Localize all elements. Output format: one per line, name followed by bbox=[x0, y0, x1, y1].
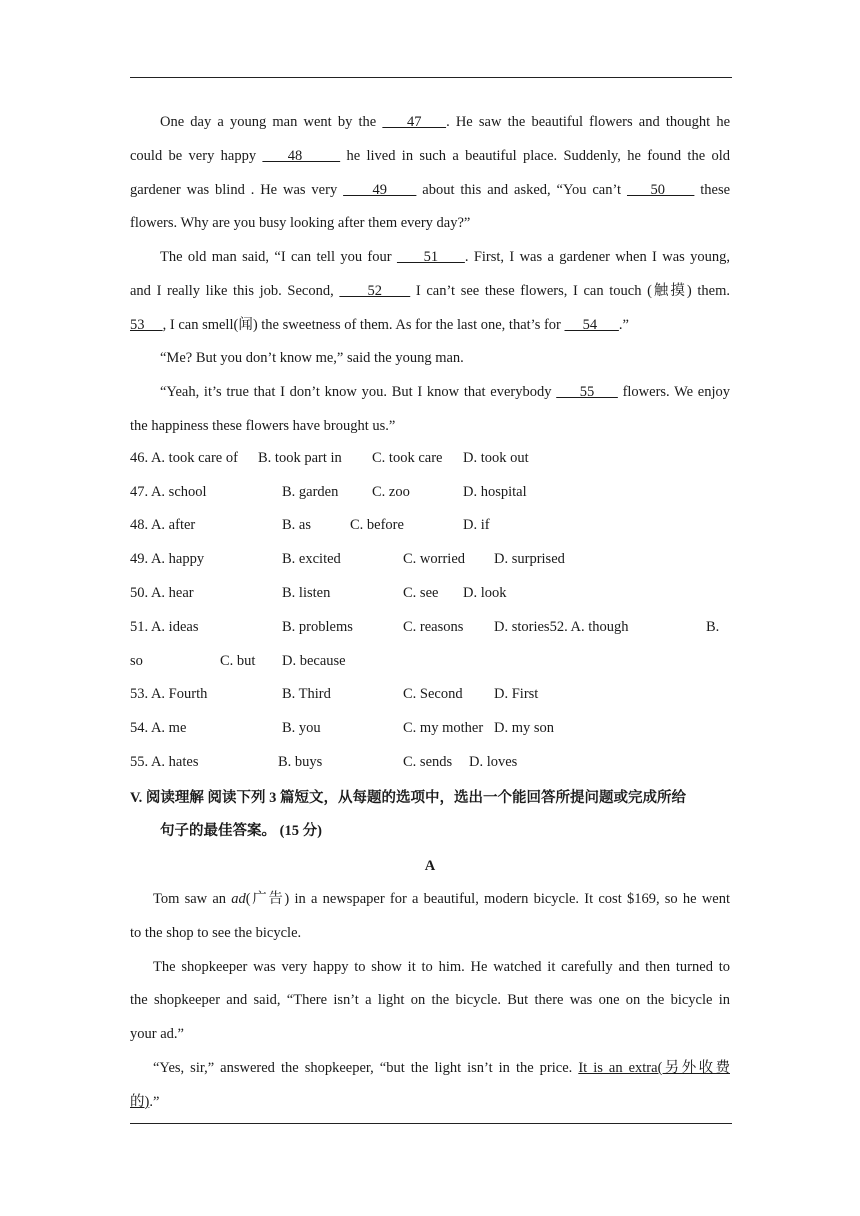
passage-text: “Yeah, it’s true that I don’t know you. But I know that everybody bbox=[160, 384, 552, 400]
option-d: D. my son bbox=[494, 720, 555, 736]
section-heading-line1: V. 阅读理解 阅读下列 3 篇短文，从每题的选项中，选出一个能回答所提问题或完成所给 bbox=[130, 790, 686, 806]
question-54 bbox=[130, 720, 186, 737]
passage-text: he lived in such a beautiful place. Suddenly, he found the old bbox=[346, 148, 730, 164]
option-d: D. stories52. A. though bbox=[494, 619, 629, 635]
passage-line bbox=[130, 213, 730, 233]
blank-52: 52 bbox=[339, 283, 411, 299]
reading-line bbox=[130, 1092, 730, 1112]
option-c: C. sends bbox=[403, 754, 453, 770]
blank-48: 48 bbox=[262, 148, 341, 164]
reading-italic: ad bbox=[231, 891, 246, 907]
option-b: B. took part in bbox=[258, 450, 342, 466]
reading-line bbox=[130, 1024, 730, 1044]
option-d: D. loves bbox=[469, 754, 518, 770]
option-d: D. if bbox=[463, 517, 490, 533]
option-c: C. Second bbox=[403, 686, 463, 702]
reading-text: “Yes, sir,” answered the shopkeeper, “but the light isn’t in the price. bbox=[153, 1060, 579, 1076]
option-a: A. took care of bbox=[150, 450, 238, 466]
passage-label bbox=[130, 856, 730, 876]
question-48 bbox=[130, 517, 195, 534]
reading-text: to the shop to see the bicycle. bbox=[130, 925, 302, 941]
reading-underlined: 的) bbox=[130, 1094, 150, 1110]
passage-text: , I can smell(闻) the sweetness of them. As for the last one, that’s for bbox=[162, 317, 561, 333]
header-rule bbox=[130, 77, 732, 78]
reading-text: the shopkeeper and said, “There isn’t a light on the bicycle. But there was one on the bicycle in bbox=[130, 992, 730, 1008]
question-number: 55. bbox=[130, 754, 149, 770]
option-c: C. before bbox=[350, 517, 404, 533]
passage-line bbox=[130, 247, 730, 267]
passage-line bbox=[130, 112, 730, 132]
reading-line bbox=[130, 1058, 730, 1078]
section-heading bbox=[130, 788, 730, 808]
option-b-q52-text: so bbox=[130, 653, 143, 669]
question-47 bbox=[130, 484, 207, 501]
reading-text: (广告) in a newspaper for a beautiful, modern bicycle. It cost $169, so he went bbox=[245, 891, 731, 907]
passage-text: I can’t see these flowers, I can touch (触摸) them. bbox=[415, 283, 731, 299]
question-number: 49. bbox=[130, 551, 149, 567]
passage-text: the happiness these flowers have brought us.” bbox=[130, 418, 396, 434]
question-number: 53. bbox=[130, 686, 149, 702]
question-number: 47. bbox=[130, 484, 149, 500]
question-number: 48. bbox=[130, 517, 149, 533]
blank-49: 49 bbox=[343, 182, 417, 198]
blank-50: 50 bbox=[626, 182, 695, 198]
reading-text: Tom saw an bbox=[153, 891, 232, 907]
question-53 bbox=[130, 686, 207, 703]
reading-line bbox=[130, 889, 730, 909]
blank-53: 53 bbox=[130, 317, 163, 333]
blank-54: 54 bbox=[564, 317, 619, 333]
blank-51: 51 bbox=[396, 249, 465, 265]
reading-line bbox=[130, 990, 730, 1010]
reading-underlined: It is an extra(另外收费 bbox=[578, 1060, 730, 1076]
question-50 bbox=[130, 585, 194, 602]
reading-line bbox=[130, 957, 730, 977]
option-b: B. buys bbox=[278, 754, 323, 770]
reading-line bbox=[130, 923, 730, 943]
question-number: 51. bbox=[130, 619, 149, 635]
reading-text: .” bbox=[149, 1094, 160, 1110]
blank-47: 47 bbox=[382, 114, 447, 130]
option-b: B. Third bbox=[282, 686, 331, 702]
passage-line bbox=[130, 315, 730, 335]
passage-text: . He saw the beautiful flowers and thought he bbox=[446, 114, 731, 130]
passage-text: .” bbox=[618, 317, 629, 333]
section-heading-line2: 句子的最佳答案。 (15 分) bbox=[160, 823, 322, 839]
reading-text: The shopkeeper was very happy to show it to him. He watched it carefully and then turned to bbox=[153, 959, 730, 975]
passage-text: flowers. Why are you busy looking after them every day?” bbox=[130, 215, 471, 231]
option-c: C. but bbox=[220, 653, 256, 669]
passage-text: The old man said, “I can tell you four bbox=[160, 249, 392, 265]
question-number: 50. bbox=[130, 585, 149, 601]
option-c: C. reasons bbox=[403, 619, 464, 635]
passage-line bbox=[130, 416, 730, 436]
option-d: D. because bbox=[282, 653, 346, 669]
passage-line bbox=[130, 180, 730, 200]
option-b-q52: B. bbox=[706, 619, 720, 635]
passage-line bbox=[130, 348, 730, 368]
passage-text: “Me? But you don’t know me,” said the young man. bbox=[160, 350, 464, 366]
passage-line bbox=[130, 281, 730, 301]
passage-line bbox=[130, 382, 730, 402]
option-c: C. zoo bbox=[372, 484, 410, 500]
option-a: A. me bbox=[150, 720, 187, 736]
option-a: A. Fourth bbox=[150, 686, 208, 702]
option-d: D. surprised bbox=[494, 551, 565, 567]
option-c: C. my mother bbox=[403, 720, 484, 736]
option-a: A. ideas bbox=[150, 619, 199, 635]
option-a: A. hates bbox=[150, 754, 199, 770]
passage-line bbox=[130, 146, 730, 166]
option-b: B. excited bbox=[282, 551, 341, 567]
option-b: B. problems bbox=[282, 619, 353, 635]
footer-rule bbox=[130, 1123, 732, 1124]
blank-55: 55 bbox=[556, 384, 618, 400]
passage-text: flowers. We enjoy bbox=[622, 384, 731, 400]
question-55 bbox=[130, 754, 198, 771]
section-heading bbox=[130, 821, 730, 841]
reading-text: your ad.” bbox=[130, 1026, 184, 1042]
option-b: B. listen bbox=[282, 585, 331, 601]
option-c: C. see bbox=[403, 585, 439, 601]
option-b: B. garden bbox=[282, 484, 339, 500]
question-number: 54. bbox=[130, 720, 149, 736]
option-d: D. took out bbox=[463, 450, 529, 466]
option-a: A. hear bbox=[150, 585, 194, 601]
passage-text: about this and asked, “You can’t bbox=[422, 182, 622, 198]
passage-text: One day a young man went by the bbox=[160, 114, 377, 130]
passage-label-text: A bbox=[424, 858, 436, 874]
question-51 bbox=[130, 619, 198, 636]
option-d: D. First bbox=[494, 686, 539, 702]
passage-text: and I really like this job. Second, bbox=[130, 283, 334, 299]
option-b: B. you bbox=[282, 720, 321, 736]
question-number: 46. bbox=[130, 450, 149, 466]
option-a: A. school bbox=[150, 484, 207, 500]
passage-text: gardener was blind . He was very bbox=[130, 182, 338, 198]
option-b: B. as bbox=[282, 517, 311, 533]
option-c: C. worried bbox=[403, 551, 466, 567]
option-c: C. took care bbox=[372, 450, 443, 466]
option-d: D. look bbox=[463, 585, 507, 601]
passage-text: these bbox=[700, 182, 731, 198]
passage-text: . First, I was a gardener when I was young, bbox=[464, 249, 730, 265]
question-49 bbox=[130, 551, 204, 568]
option-d: D. hospital bbox=[463, 484, 527, 500]
option-a: A. happy bbox=[150, 551, 205, 567]
question-46 bbox=[130, 450, 238, 467]
passage-text: could be very happy bbox=[130, 148, 257, 164]
option-a: A. after bbox=[150, 517, 196, 533]
